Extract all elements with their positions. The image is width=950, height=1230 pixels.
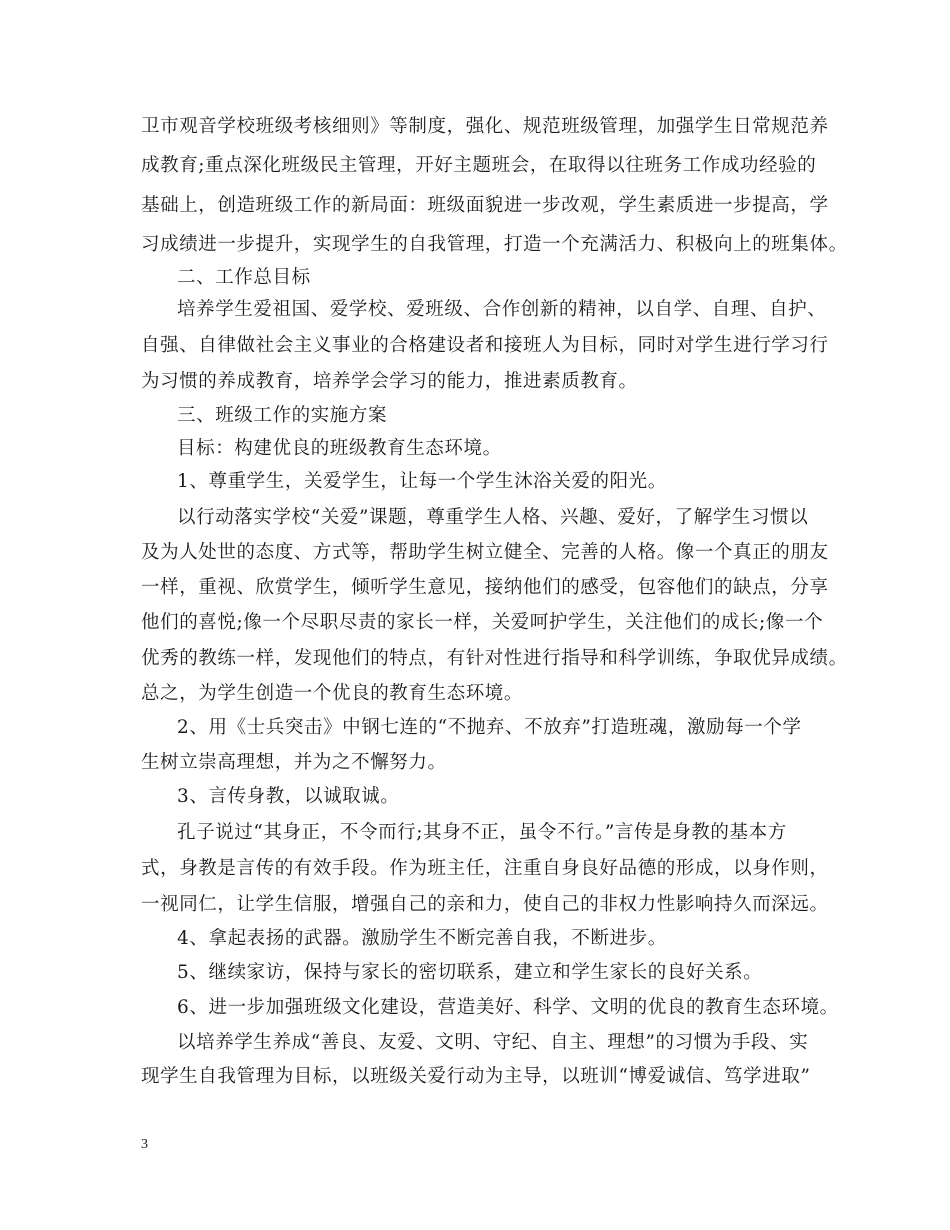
paragraph-line: 及为人处世的态度、方式等，帮助学生树立健全、完善的人格。像一个真正的朋友 bbox=[141, 542, 829, 563]
paragraph-line: 以行动落实学校“关爱”课题，尊重学生人格、兴趣、爱好，了解学生习惯以 bbox=[177, 507, 809, 528]
paragraph-line: 为习惯的养成教育，培养学会学习的能力，推进素质教育。 bbox=[141, 371, 638, 392]
list-item-heading: 3、言传身教，以诚取诚。 bbox=[177, 786, 400, 807]
paragraph-line: 自强、自律做社会主义事业的合格建设者和接班人为目标，同时对学生进行学习行 bbox=[141, 335, 829, 356]
paragraph-line: 目标：构建优良的班级教育生态环境。 bbox=[177, 438, 502, 459]
paragraph-line: 一视同仁，让学生信服，增强自己的亲和力，使自己的非权力性影响持久而深远。 bbox=[141, 894, 829, 915]
section-heading: 二、工作总目标 bbox=[177, 267, 311, 288]
list-item-heading: 5、继续家访，保持与家长的密切联系，建立和学生家长的良好关系。 bbox=[177, 962, 763, 983]
list-item-heading: 1、尊重学生，关爱学生，让每一个学生沐浴关爱的阳光。 bbox=[177, 471, 667, 492]
paragraph-line: 习成绩进一步提升，实现学生的自我管理，打造一个充满活力、积极向上的班集体。 bbox=[141, 234, 848, 255]
page-number: 3 bbox=[141, 1137, 148, 1152]
list-item-heading: 4、拿起表扬的武器。激励学生不断完善自我，不断进步。 bbox=[177, 928, 667, 949]
paragraph-line: 培养学生爱祖国、爱学校、爱班级、合作创新的精神，以自学、自理、自护、 bbox=[177, 299, 827, 320]
list-item-heading: 2、用《士兵突击》中钢七连的“不抛弃、不放弃”打造班魂，激励每一个学 bbox=[177, 717, 802, 738]
paragraph-line: 他们的喜悦;像一个尽职尽责的家长一样，关爱呵护学生，关注他们的成长;像一个 bbox=[141, 612, 824, 633]
paragraph-line: 以培养学生养成“善良、友爱、文明、守纪、自主、理想”的习惯为手段、实 bbox=[177, 1032, 809, 1053]
paragraph-line: 式，身教是言传的有效手段。作为班主任，注重自身良好品德的形成，以身作则， bbox=[141, 858, 829, 879]
section-heading: 三、班级工作的实施方案 bbox=[177, 405, 388, 426]
paragraph-line: 生树立崇高理想，并为之不懈努力。 bbox=[141, 752, 447, 773]
paragraph-line: 卫市观音学校班级考核细则》等制度，强化、规范班级管理，加强学生日常规范养 bbox=[141, 116, 829, 137]
paragraph-line: 优秀的教练一样，发现他们的特点，有针对性进行指导和科学训练，争取优异成绩。 bbox=[141, 648, 848, 669]
paragraph-line: 基础上，创造班级工作的新局面：班级面貌进一步改观，学生素质进一步提高，学 bbox=[141, 195, 829, 216]
paragraph-line: 总之，为学生创造一个优良的教育生态环境。 bbox=[141, 683, 524, 704]
list-item-heading: 6、进一步加强班级文化建设，营造美好、科学、文明的优良的教育生态环境。 bbox=[177, 997, 839, 1018]
paragraph-line: 现学生自我管理为目标，以班级关爱行动为主导，以班训“博爱诚信、笃学进取” bbox=[141, 1066, 811, 1087]
paragraph-line: 一样，重视、欣赏学生，倾听学生意见，接纳他们的感受，包容他们的缺点，分享 bbox=[141, 577, 829, 598]
paragraph-line: 成教育;重点深化班级民主管理，开好主题班会，在取得以往班务工作成功经验的 bbox=[141, 155, 817, 176]
paragraph-line: 孔子说过“其身正，不令而行;其身不正，虽令不行。”言传是身教的基本方 bbox=[177, 822, 787, 843]
